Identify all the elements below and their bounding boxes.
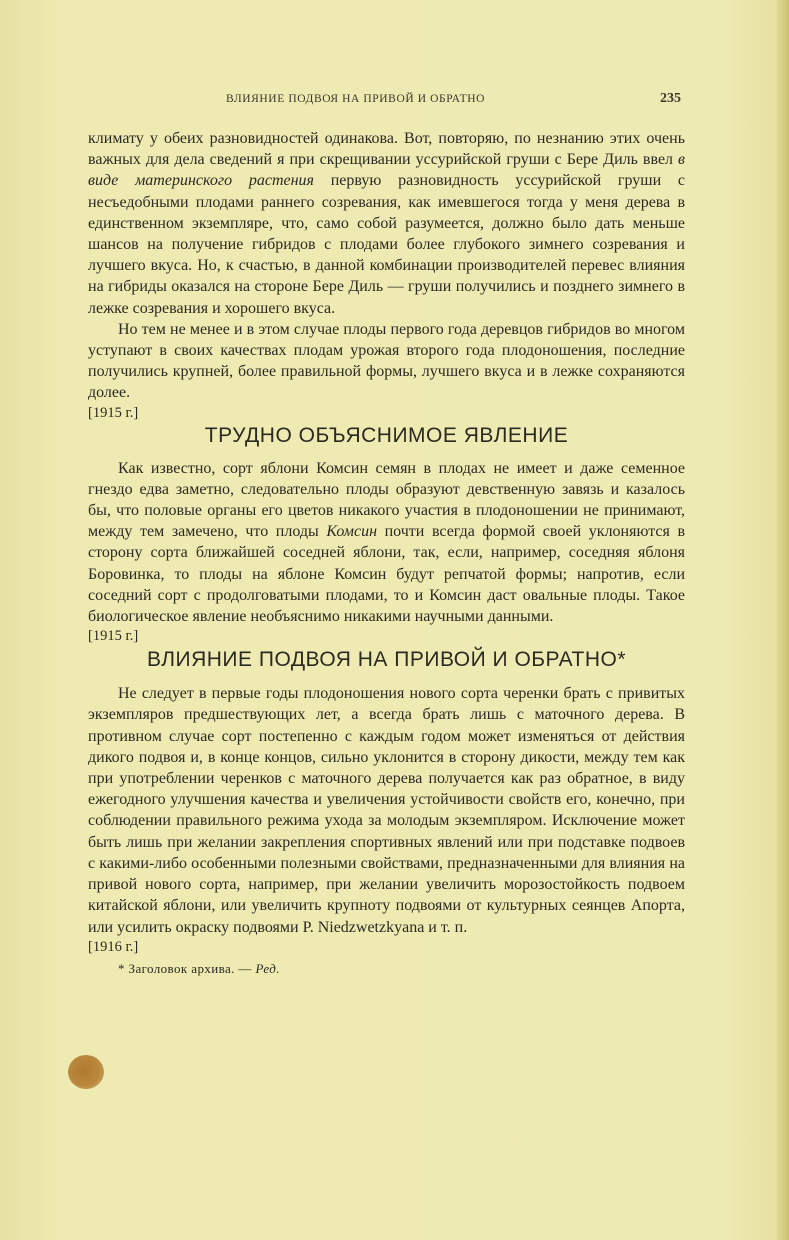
page-number: 235: [660, 91, 681, 106]
ink-stain: [68, 1055, 104, 1089]
paragraph: Не следует в первые годы плодоношения нового сорта черенки брать с привитых экземпляров предшествующих лет, а всегда брать лишь с маточного дерева. В противном случае сорт постепенно с каждым годом может изменяться от действия дикого подвоя и, в конце концов, сильно уклонится в сторону дикости, между тем как при употреблении черенков с маточного дерева получается как раз обратное, в виду ежегодного улучшения качества и увеличения устойчивости свойств его, конечно, при соблюдении правильного режима ухода за молодым экземпляром. Исключение может быть лишь при желании закрепления спортивных явлений или при подставке подвоев с какими-либо особенными полезными свойствами, предназначенными для влияния на привой нового сорта, например, при желании увеличить морозостойкость подвоем китайской яблони, или увеличить крупноту подвоями от культурных сеянцев Апорта, или усилить окраску подвоями P. Niedzwetzkyana и т. п.: [88, 685, 685, 936]
section-heading: ТРУДНО ОБЪЯСНИМОЕ ЯВЛЕНИЕ: [204, 423, 569, 447]
footnote: [118, 958, 685, 979]
section-heading: ВЛИЯНИЕ ПОДВОЯ НА ПРИВОЙ И ОБРАТНО*: [146, 648, 627, 672]
paragraph: [88, 458, 685, 628]
italic-run: Ред.: [255, 960, 280, 976]
text-run: * Заголовок архива. —: [118, 960, 256, 976]
paragraph-continued: [88, 128, 685, 319]
text-run: Как известно, сорт яблони Комсин семян в плодах не имеет и даже семенное гнездо едва заметно, следовательно плоды образуют девственную завязь и казалось бы, что половые органы его цветов никакого участия в плодоношении не принимают, между тем замечено, что плоды: [88, 459, 685, 541]
running-header: [0, 93, 789, 111]
text-body: [88, 128, 685, 979]
italic-run: в виде материнского растения: [88, 151, 685, 190]
text-run: первую разновидность уссурийской груши с несъедобными плодами раннего созревания, как имевшегося тогда у меня дерева в единственном экземпляре, что, само собой разумеется, должно было дать меньше шансов на получение гибридов с плодами более глубокого зимнего созревания и лучшего вкуса. Но, к счастью, в данной комбинации производителей перевес влияния на гибриды оказался на стороне Бере Диль — груши получились и позднего зимнего в лежке созревания и хорошего вкуса.: [88, 172, 685, 317]
text-run: климату у обеих разновидностей одинакова. Вот, повторяю, по незнанию этих очень важных для дела сведений я при скрещивании уссурийской груши с Бере Диль ввел: [88, 130, 685, 169]
date-note: [1915 г.]: [88, 628, 139, 645]
italic-run: Комсин: [326, 523, 378, 541]
date-note: [1915 г.]: [88, 404, 139, 421]
text-run: почти всегда формой своей уклоняются в сторону сорта ближайшей соседней яблони, так, если, например, соседняя яблоня Боровинка, то плоды на яблоне Комсин будут репчатой формы; напротив, если соседний сорт с продолговатыми плодами, то и Комсин даст овальные плоды. Такое биологическое явление необъяснимо никакими научными данными.: [88, 523, 686, 626]
running-title: ВЛИЯНИЕ ПОДВОЯ НА ПРИВОЙ И ОБРАТНО: [226, 93, 486, 105]
date-note: [1916 г.]: [88, 938, 139, 955]
paragraph: Но тем не менее и в этом случае плоды первого года деревцов гибридов во многом уступают в своих качествах плодам урожая второго года плодоношения, последние получились крупней, более правильной формы, лучшего вкуса и в лежке сохраняются долее.: [88, 320, 685, 402]
page-edge: [777, 0, 789, 1240]
